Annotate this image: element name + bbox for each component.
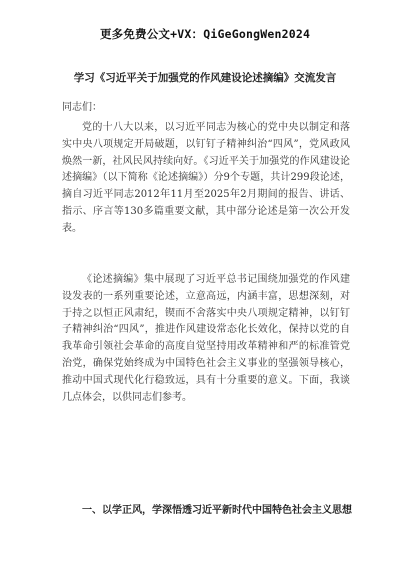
document-title: 学习《习近平关于加强党的作风建设论述摘编》交流发言 <box>73 72 337 84</box>
watermark-text: 更多免费公文+VX：QiGeGongWen2024 <box>99 27 311 41</box>
body-paragraph-2: 《论述摘编》集中展现了习近平总书记围绕加强党的作风建设发表的一系列重要论述，立意高远，内涵丰富，思想深刻，对于持之以恒正风肃纪，锲而不舍落实中央八项规定精神，以钉钉子精神纠治“四风”，推进作风建设常态化长效化，保持以党的自我革命引领社会革命的高度自觉坚持用改革精神和严的标准管党治党，确保党始终成为中国特色社会主义事业的坚强领导核心，推动中国式现代化行稳致远，具有十分重要的意义。下面，我谈几点体会，以供同志们参考。 <box>62 274 350 403</box>
section-heading-1: 一、以学正风，学深悟透习近平新时代中国特色社会主义思想 <box>82 505 352 516</box>
salutation: 同志们： <box>62 102 102 113</box>
body-paragraph-1: 党的十八大以来，以习近平同志为核心的党中央以制定和落实中央八项规定开局破题，以钉钉子精神纠治“四风”，党风政风焕然一新，社风民风持续向好。《习近平关于加强党的作风建设论述摘编》（以下简称《论述摘编》）分9个专题，共计299段论述，摘自习近平同志2012年11月至2025年2月期间的报告、讲话、指示、序言等130多篇重要文献，其中部分论述是第一次公开发表。 <box>62 122 350 234</box>
